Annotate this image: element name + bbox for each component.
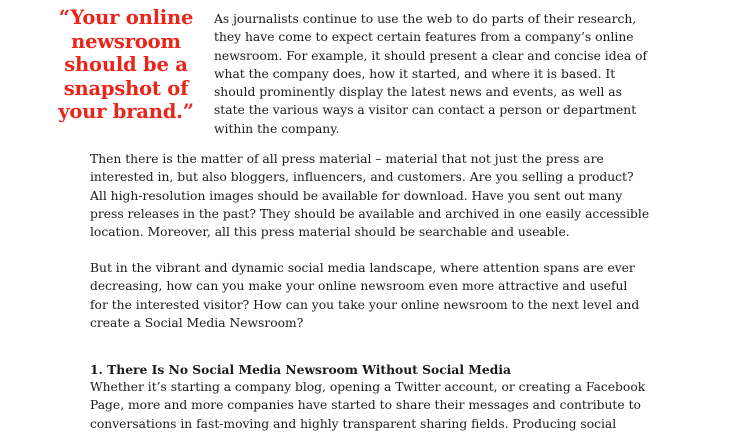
- text-line: create a Social Media Newsroom?: [90, 315, 304, 330]
- text-line: Page, more and more companies have started to share their messages and contribute to: [90, 398, 641, 413]
- text-line: state the various ways a visitor can contact a person or department: [214, 103, 637, 118]
- text-line: newsroom. For example, it should present a clear and concise idea of: [214, 48, 648, 63]
- social-landscape-paragraph: [90, 259, 690, 332]
- section-heading: 1. There Is No Social Media Newsroom Without Social Media: [90, 362, 511, 377]
- text-line: conversations in fast-moving and highly transparent sharing fields. Producing social: [90, 416, 617, 431]
- text-line: press releases in the past? They should be available and archived in one easily accessible: [90, 206, 650, 221]
- pull-quote: “Your online newsroom should be a snapshot of your brand.”: [58, 6, 194, 124]
- text-line: Whether it’s starting a company blog, opening a Twitter account, or creating a Facebook: [90, 380, 646, 394]
- section-1-paragraph: [90, 378, 690, 433]
- text-line: what the company does, how it started, and where it is based. It: [214, 66, 616, 81]
- text-line: they have come to expect certain features from a company’s online: [214, 30, 634, 45]
- text-line: All high-resolution images should be available for download. Have you sent out many: [90, 188, 623, 203]
- text-line: for the interested visitor? How can you take your online newsroom to the next level and: [90, 297, 640, 312]
- text-line: should prominently display the latest news and events, as well as: [214, 85, 622, 100]
- text-line: As journalists continue to use the web to do parts of their research,: [214, 12, 637, 26]
- text-line: decreasing, how can you make your online newsroom even more attractive and useful: [90, 279, 628, 294]
- text-line: within the company.: [214, 121, 340, 136]
- text-line: location. Moreover, all this press material should be searchable and useable.: [90, 225, 570, 240]
- text-line: But in the vibrant and dynamic social media landscape, where attention spans are ever: [90, 261, 635, 275]
- intro-paragraph: [214, 10, 694, 138]
- press-material-paragraph: [90, 150, 690, 241]
- text-line: Then there is the matter of all press material – material that not just the press are: [90, 152, 604, 166]
- text-line: interested in, but also bloggers, influencers, and customers. Are you selling a product?: [90, 170, 634, 185]
